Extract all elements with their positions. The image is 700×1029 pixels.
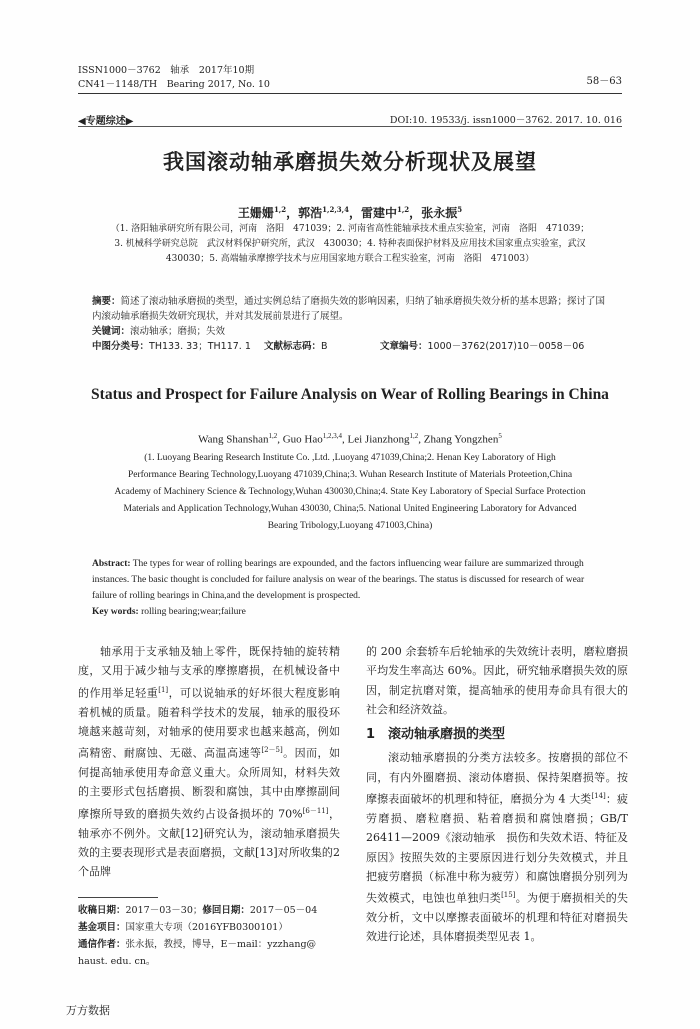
affiliations-en: (1. Luoyang Bearing Research Institute Co. ,Ltd. ,Luoyang 471039,China;2. Henan Key Laboratory of High Performance Bearing Technology,Luoyang 471039,China;3. Wuhan Research Institute of Materials Proteetion,China Academy of Machinery Science & Technology,Wuhan 430030,China;4. State Key Laboratory of Special Surface Protection Materials and Application Technology,Wuhan 430030, China;5. National United Engineering Laboratory for Advanced Bearing Tribology,Luoyang 471003,China)	[114, 453, 586, 531]
paragraph: 滚动轴承磨损的分类方法较多。按磨损的部位不同，有内外圈磨损、滚动体磨损、保持架磨损等。按摩擦表面破坏的机理和特征，磨损分为 4 大类[14]：疲劳磨损、磨粒磨损、粘着磨损和腐蚀磨损；GB/T 26411—2009《滚动轴承 损伤和失效术语、特征及原因》按照失效的主要原因进行划分失效模式，并且把疲劳磨损（标准中称为疲劳）和腐蚀磨损分别列为失效模式，电蚀也单独归类[15]。为便于磨损相关的失效分析，文中以摩擦表面破坏的机理和特征对磨损失效进行论述，具体磨损类型见表 1。	[366, 751, 629, 944]
issn: ISSN1000－3762	[78, 65, 161, 76]
citation: [15]	[501, 891, 516, 900]
abstract-cn-text: 摘要：简述了滚动轴承磨损的类型，通过实例总结了磨损失效的影响因素，归纳了轴承磨损失效分析的基本思路；探讨了国内滚动轴承磨损失效研究现状，并对其发展前景进行了展望。	[92, 296, 606, 322]
title-en: Status and Prospect for Failure Analysis on Wear of Rolling Bearings in China	[91, 386, 609, 403]
body-column-right	[366, 642, 628, 947]
authors-en: Wang Shanshan$^{1,2}$, Guo Hao$^{1,2,3,4}$, Lei Jianzhong$^{1,2}$, Zhang Yongzhen$^5$	[198, 432, 502, 446]
author-en: Lei Jianzhong	[347, 433, 410, 446]
paragraph: 的 200 余套轿车后轮轴承的失效统计表明，磨粒磨损平均发生率高达 60%。因此，研究轴承磨损失效的原因，制定抗磨对策，提高轴承的使用寿命具有很大的社会和经济效益。	[366, 645, 628, 716]
citation: [2－5]	[261, 746, 283, 755]
citation: [6－11]	[302, 806, 329, 815]
journal-name-cn: 轴承	[170, 65, 190, 76]
footnote-divider	[78, 897, 158, 898]
footnotes	[78, 902, 340, 970]
corresponding-author: 通信作者：张永振，教授，博导，E－mail：yzzhang@ haust. edu. cn。	[78, 939, 317, 967]
author-cn: 张永振	[421, 206, 458, 220]
author-en: Guo Hao	[282, 433, 323, 446]
author-cn: 郭浩	[298, 206, 323, 220]
affiliations-cn: （1. 洛阳轴承研究所有限公司，河南 洛阳 471039；2. 河南省高性能轴承技术重点实验室，河南 洛阳 471039； 3. 机械科学研究总院 武汉材料保护研究所，武汉 430030；4. 特种表面保护材料及应用技术国家重点实验室，武汉 430030；5. 高端轴承摩擦学技术与应用国家地方联合工程实验室，河南 洛阳 471003）	[110, 224, 590, 264]
header-divider	[78, 93, 622, 94]
keywords-en: Key words: rolling bearing;wear;failure	[92, 607, 246, 617]
fund-project: 基金项目：国家重大专项（2016YFB0300101）	[78, 922, 288, 933]
author-cn: 雷建中	[360, 206, 397, 220]
watermark: 万方数据	[66, 1004, 110, 1017]
abstract-en	[92, 556, 608, 620]
issue-en: 2017, No. 10	[207, 79, 270, 90]
authors-cn: 王姗姗$^{1,2}$，郭浩$^{1,2,3,4}$，雷建中$^{1,2}$，张永振$^5$	[237, 205, 463, 220]
article-number: 1000－3762(2017)10－0058－06	[427, 341, 585, 352]
abstract-cn	[92, 294, 608, 354]
citation: [1]	[158, 685, 169, 694]
journal-header-left	[78, 64, 270, 92]
document-code: B	[321, 341, 328, 352]
title-cn: 我国滚动轴承磨损失效分析现状及展望	[163, 149, 537, 174]
tag-divider	[78, 126, 622, 127]
issue-cn: 2017年10期	[198, 65, 255, 76]
author-en: Wang Shanshan	[198, 433, 269, 446]
doi: DOI:10. 19533/j. issn1000－3762. 2017. 10. 016	[389, 115, 622, 126]
received-date: 收稿日期：2017－03－30；修回日期：2017－05－04	[78, 905, 318, 916]
author-cn: 王姗姗	[237, 206, 274, 220]
citation: [14]	[591, 792, 606, 801]
classification-row: 中图分类号：TH133. 33；TH117. 1 文献标志码：B 文章编号：1000－3762(2017)10－0058－06	[92, 341, 585, 352]
page-range: 58－63	[586, 76, 622, 87]
author-en: Zhang Yongzhen	[423, 433, 499, 446]
body-column-left	[78, 642, 340, 882]
journal-name-en: Bearing	[166, 79, 205, 90]
clc-number: TH133. 33；TH117. 1	[149, 341, 251, 352]
cn-number: CN41－1148/TH	[78, 79, 158, 90]
keywords-cn: 关键词：滚动轴承；磨损；失效	[92, 326, 226, 337]
paragraph: 轴承用于支承轴及轴上零件，既保持轴的旋转精度，又用于减少轴与支承的摩擦磨损，在机械设备中的作用举足轻重[1]，可以说轴承的好坏很大程度影响着机械的质量。随着科学技术的发展，轴承的服役环境越来越苛刻，对轴承的使用要求也越来越高，例如高精密、耐腐蚀、无磁、高温高速等[2－5]。因而，如何提高轴承使用寿命意义重大。众所周知，材料失效的主要形式包括磨损、断裂和腐蚀，其中由摩擦副间摩擦所导致的磨损失效约占设备损坏的 70%[6－11]，轴承亦不例外。文献[12]研究认为，滚动轴承磨损失效的主要表现形式是表面磨损，文献[13]对所收集的2个品牌	[78, 645, 341, 879]
column-tag: ◀专题综述▶	[78, 116, 134, 127]
section-heading: 1 滚动轴承磨损的类型	[366, 727, 506, 743]
abstract-en-text: Abstract: The types for wear of rolling bearings are expounded, and the factors influencing wear failure are summarized through instances. The basic thought is concluded for failure analysis on wear of the bearings. The status is discussed for research of wear failure of rolling bearings in China,and the development is prospected.	[92, 559, 585, 601]
